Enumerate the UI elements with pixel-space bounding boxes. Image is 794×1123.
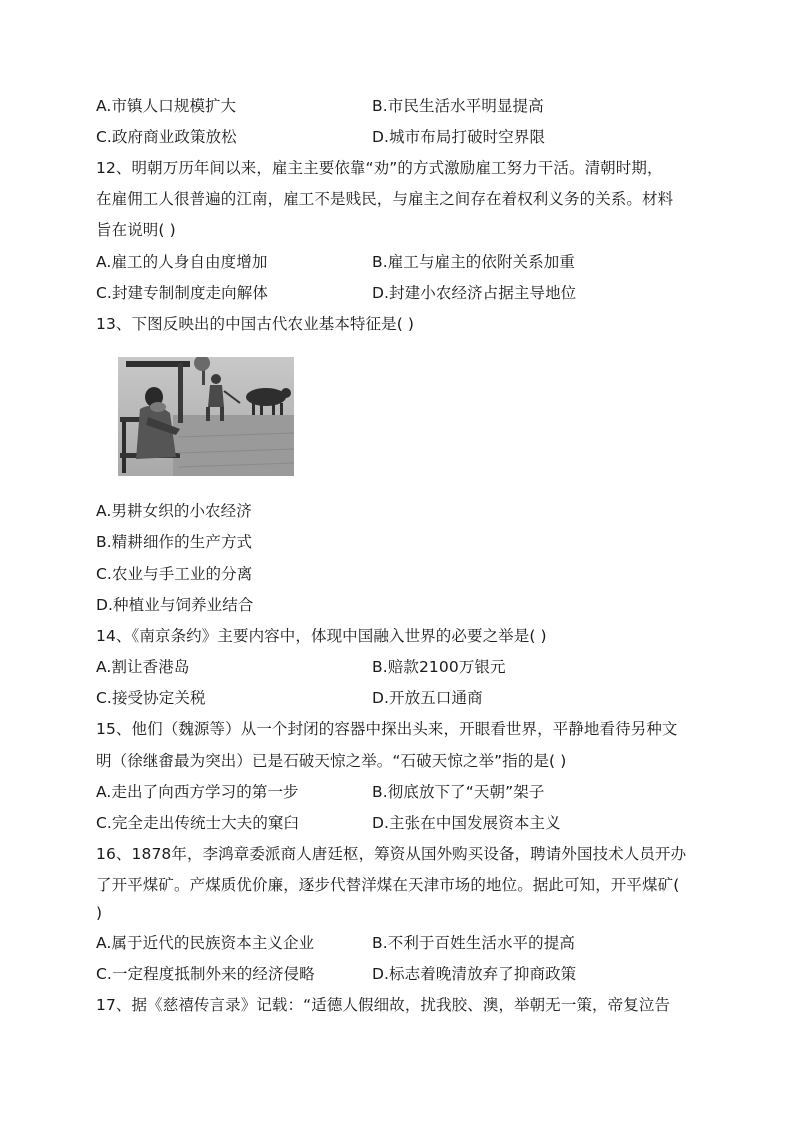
- q12-option-a: A.雇工的人身自由度增加: [96, 253, 268, 271]
- q15-stem-line-1: 15、他们（魏源等）从一个封闭的容器中探出头来，开眼看世界，平静地看待另种文: [96, 720, 678, 738]
- q15-option-b: B.彻底放下了“天朝”架子: [372, 783, 545, 801]
- q16-option-b: B.不利于百姓生活水平的提高: [372, 934, 575, 952]
- q15-option-c: C.完全走出传统士大夫的窠臼: [96, 814, 300, 832]
- q16-option-c: C.一定程度抵制外来的经济侵略: [96, 965, 315, 983]
- q12-stem-line-2: 在雇佣工人很普遍的江南，雇工不是贱民，与雇主之间存在着权利义务的关系。材料: [96, 190, 674, 208]
- q14-option-d: D.开放五口通商: [372, 689, 483, 707]
- q16-stem-line-2: 了开平煤矿。产煤质优价廉，逐步代替洋煤在天津市场的地位。据此可知，开平煤矿(: [96, 876, 680, 894]
- q14-stem-line-1: 14、《南京条约》主要内容中，体现中国融入世界的必要之举是( ): [96, 627, 547, 645]
- q14-option-a: A.割让香港岛: [96, 658, 190, 676]
- q14-option-c: C.接受协定关税: [96, 689, 206, 707]
- q13-option-b: B.精耕细作的生产方式: [96, 533, 253, 551]
- q12-stem-line-3: 旨在说明( ): [96, 221, 176, 239]
- q11-option-b: B.市民生活水平明显提高: [372, 97, 544, 115]
- q16-stem-line-3: ): [96, 904, 103, 922]
- q16-option-d: D.标志着晚清放弃了抑商政策: [372, 965, 577, 983]
- q11-option-a: A.市镇人口规模扩大: [96, 97, 237, 115]
- q13-option-c: C.农业与手工业的分离: [96, 565, 253, 583]
- q12-option-c: C.封建专制制度走向解体: [96, 284, 268, 302]
- illustration-svg: [118, 357, 294, 476]
- q12-option-b: B.雇工与雇主的依附关系加重: [372, 253, 575, 271]
- q13-stem-line-1: 13、下图反映出的中国古代农业基本特征是( ): [96, 315, 415, 333]
- q12-stem-line-1: 12、明朝万历年间以来，雇主主要依靠“劝”的方式激励雇工努力干活。清朝时期，: [96, 159, 663, 177]
- q13-option-d: D.种植业与饲养业结合: [96, 596, 254, 614]
- farming-weaving-illustration: [118, 357, 294, 476]
- q12-option-d: D.封建小农经济占据主导地位: [372, 284, 577, 302]
- q15-stem-line-2: 明（徐继畬最为突出）已是石破天惊之举。“石破天惊之举”指的是( ): [96, 752, 567, 770]
- q15-option-d: D.主张在中国发展资本主义: [372, 814, 561, 832]
- q16-option-a: A.属于近代的民族资本主义企业: [96, 934, 315, 952]
- q15-option-a: A.走出了向西方学习的第一步: [96, 783, 299, 801]
- q17-stem-line-1: 17、据《慈禧传言录》记载：“适德人假细故，扰我胶、澳，举朝无一策，帝复泣告: [96, 996, 671, 1014]
- q11-option-c: C.政府商业政策放松: [96, 128, 237, 146]
- q11-option-d: D.城市布局打破时空界限: [372, 128, 546, 146]
- q13-option-a: A.男耕女织的小农经济: [96, 502, 252, 520]
- q16-stem-line-1: 16、1878年，李鸿章委派商人唐廷枢，筹资从国外购买设备，聘请外国技术人员开办: [96, 845, 687, 863]
- q14-option-b: B.赔款2100万银元: [372, 658, 506, 676]
